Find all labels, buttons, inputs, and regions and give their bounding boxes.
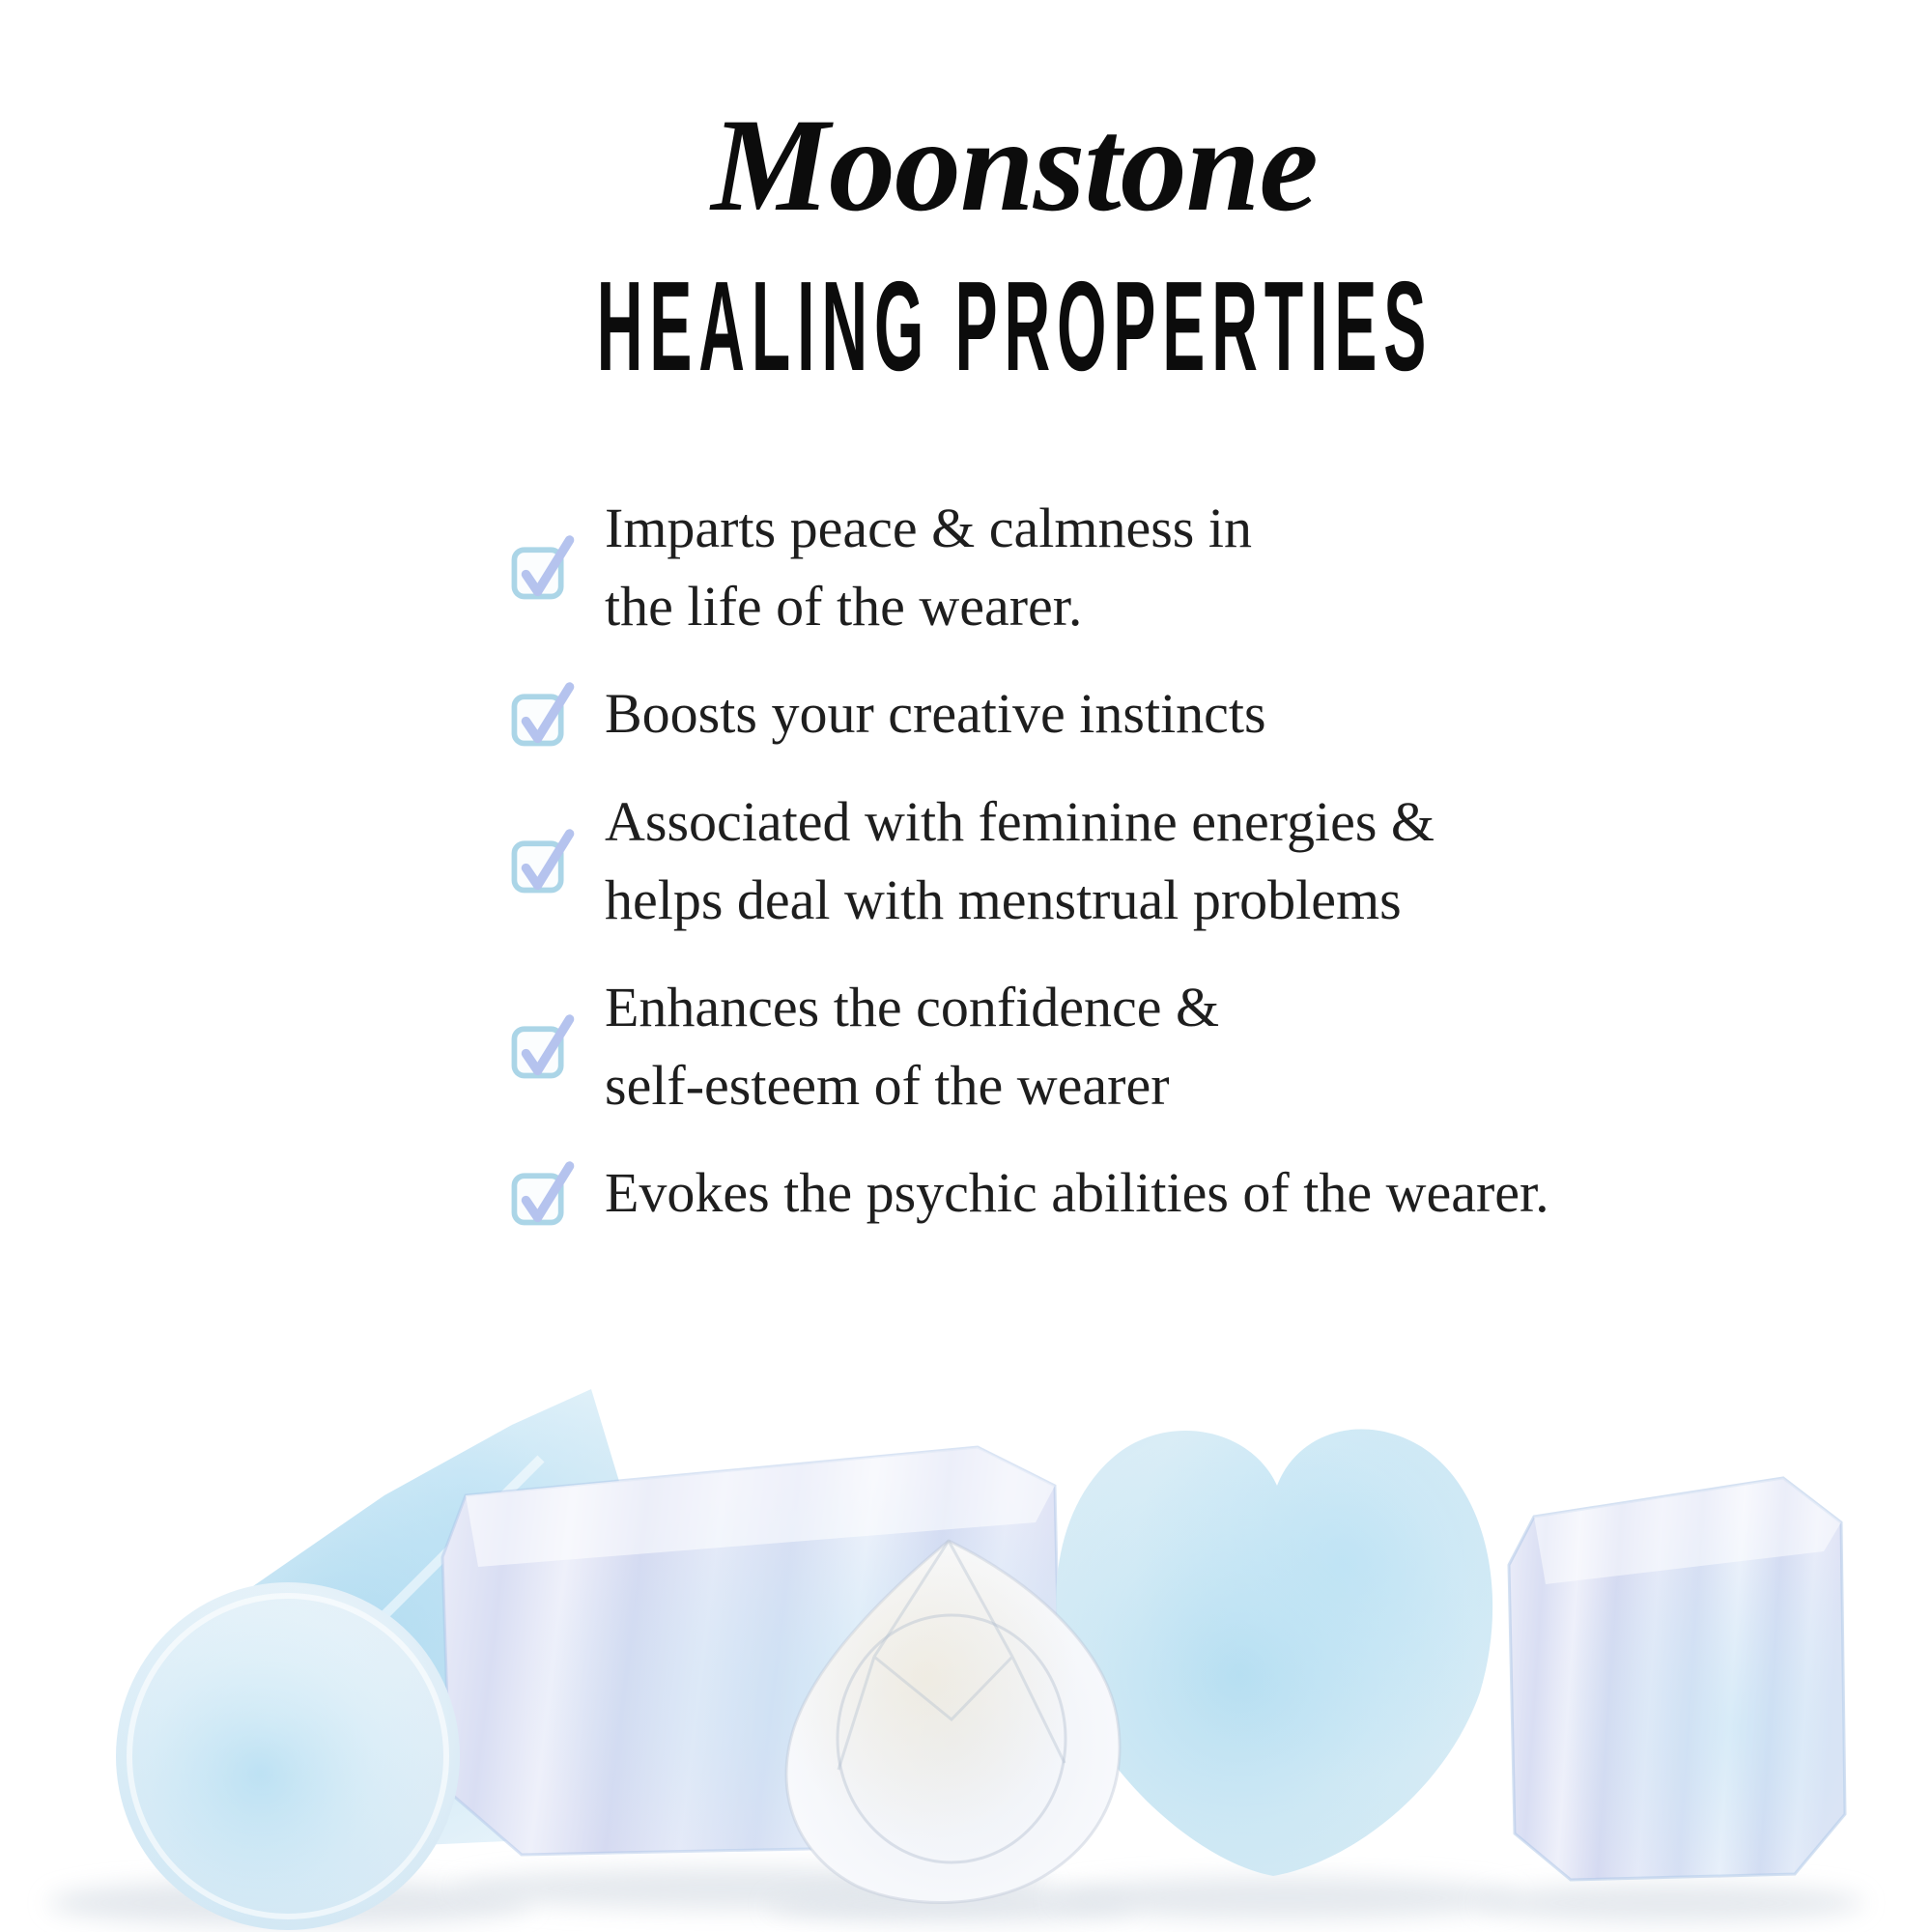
- list-item-line: the life of the wearer.: [605, 575, 1083, 639]
- checkbox-icon: [510, 679, 574, 749]
- stone-shadow: [1053, 1877, 1517, 1919]
- stone-round-cabochon: [116, 1582, 460, 1930]
- page-title: Moonstone: [711, 91, 1318, 239]
- list-item: [510, 968, 1718, 1124]
- healing-properties-list: [510, 489, 1718, 1262]
- list-item: [510, 1153, 1718, 1232]
- list-item-text: [605, 674, 1266, 753]
- list-item-line: self-esteem of the wearer: [605, 1054, 1170, 1118]
- subheader: [48, 253, 1932, 400]
- list-item-line: Evokes the psychic abilities of the wearer.: [605, 1161, 1549, 1225]
- stone-emerald-cut-right: [1509, 1478, 1845, 1880]
- checkbox-icon: [510, 1011, 574, 1081]
- list-item-line: Enhances the confidence &: [605, 975, 1220, 1038]
- checkbox-icon: [510, 1158, 574, 1228]
- list-item: [510, 782, 1718, 939]
- list-item-line: helps deal with menstrual problems: [605, 867, 1402, 931]
- list-item: [510, 674, 1718, 753]
- header: [48, 89, 1932, 242]
- list-item-line: Associated with feminine energies &: [605, 789, 1435, 853]
- list-item-line: Boosts your creative instincts: [605, 682, 1266, 746]
- list-item-text: [605, 489, 1252, 645]
- stone-shadow: [1478, 1884, 1864, 1922]
- list-item-text: [605, 1153, 1549, 1232]
- list-item-line: Imparts peace & calmness in: [605, 497, 1252, 559]
- checkbox-icon: [510, 826, 574, 895]
- list-item-text: [605, 968, 1219, 1124]
- stone-heart-shape: [1056, 1429, 1492, 1876]
- list-item-text: [605, 782, 1435, 939]
- page-subtitle: HEALING PROPERTIES: [596, 255, 1433, 397]
- checkbox-icon: [510, 532, 574, 602]
- list-item: [510, 489, 1718, 645]
- moonstone-gems-illustration: [0, 1333, 1932, 1932]
